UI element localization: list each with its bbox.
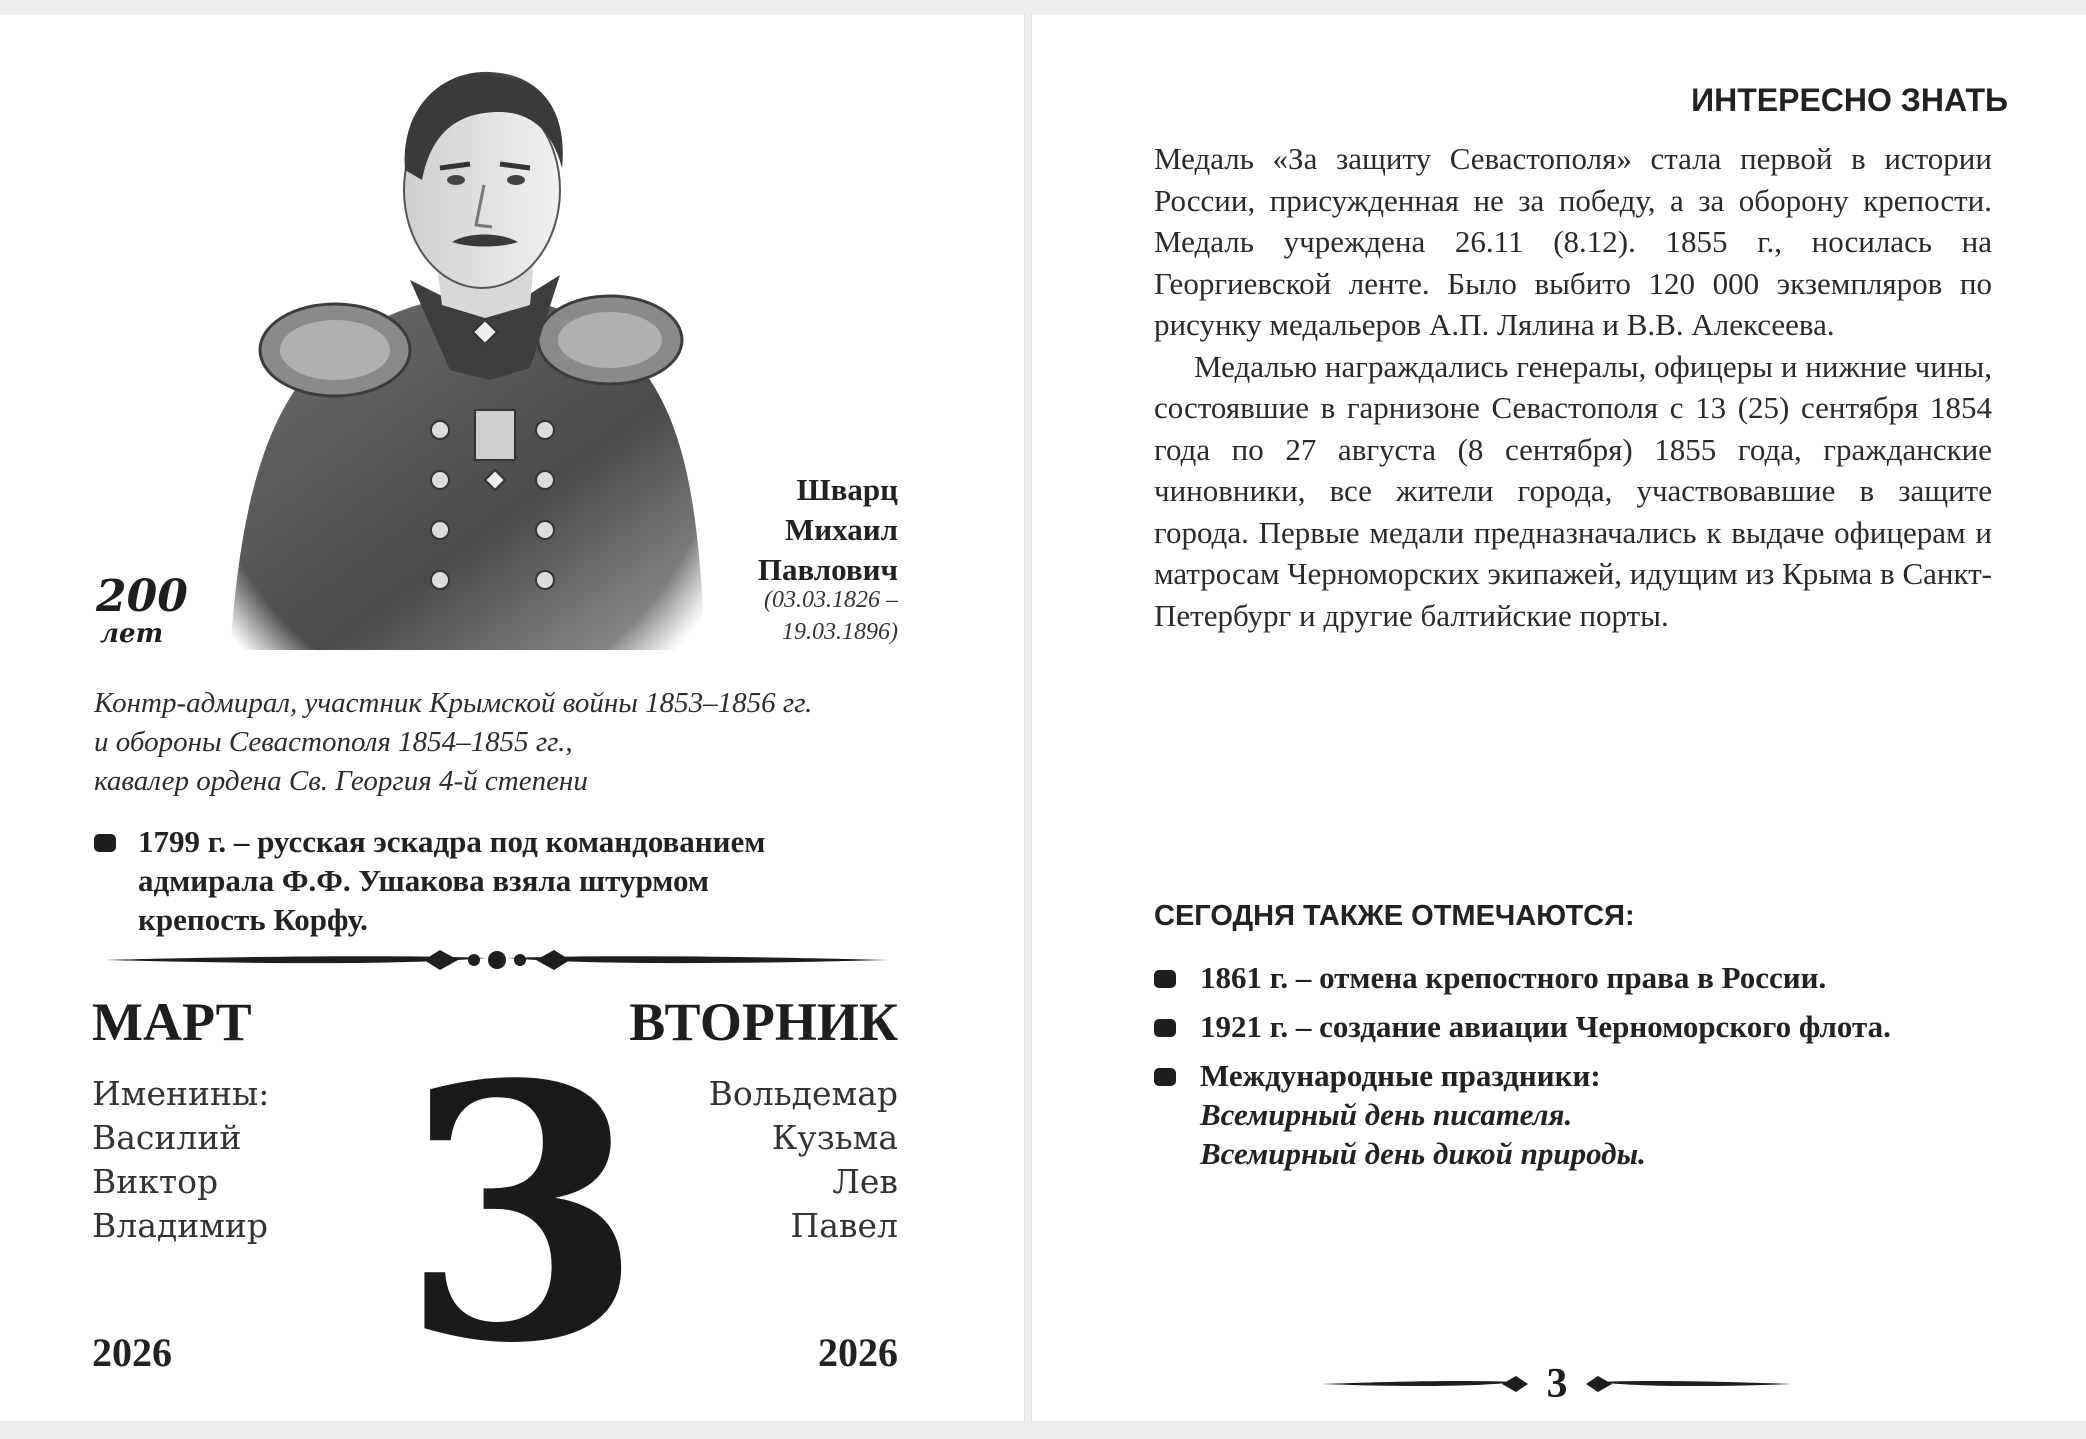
bullet-icon xyxy=(1154,970,1176,988)
name-day-item: Кузьма xyxy=(771,1118,898,1157)
interesting-heading: ИНТЕРЕСНО ЗНАТЬ xyxy=(1691,82,2008,118)
interesting-text xyxy=(1154,138,1992,636)
name-day-item: Владимир xyxy=(92,1206,268,1245)
portrait-image xyxy=(200,50,720,662)
bullet-icon xyxy=(94,834,116,852)
bullet-icon xyxy=(1154,1019,1176,1037)
right-page xyxy=(1032,14,2086,1421)
name-days-left xyxy=(92,1072,392,1248)
name-day-item: Павел xyxy=(790,1206,898,1245)
year-left: 2026 xyxy=(92,1330,172,1375)
person-dates-death: 19.03.1896) xyxy=(782,619,898,645)
today-list xyxy=(1154,958,2034,1183)
person-patronymic: Павлович xyxy=(757,552,898,587)
person-name xyxy=(658,470,898,590)
person-surname: Шварц xyxy=(796,472,898,507)
year-right: 2026 xyxy=(818,1330,898,1375)
anniversary-number: 200 xyxy=(96,571,188,622)
page-number: 3 xyxy=(1546,1361,1568,1407)
bullet-icon xyxy=(1154,1068,1176,1086)
person-first-name: Михаил xyxy=(785,512,898,547)
historical-event xyxy=(94,822,914,939)
day-number: 3 xyxy=(400,1008,644,1420)
holidays-title: Международные праздники: xyxy=(1200,1058,1601,1093)
person-description xyxy=(94,684,914,801)
month-name: МАРТ xyxy=(92,992,252,1052)
person-dates xyxy=(658,584,898,648)
list-item xyxy=(1154,1056,2034,1173)
today-item-holidays xyxy=(1200,1056,1646,1173)
list-item xyxy=(1154,958,2034,997)
description-line: Контр-адмирал, участник Крымской войны 1853–1856 гг. xyxy=(94,687,813,719)
description-line: и обороны Севастополя 1854–1855 гг., xyxy=(94,726,573,758)
person-dates-birth: (03.03.1826 – xyxy=(764,587,898,613)
event-line: адмирала Ф.Ф. Ушакова взяла штурмом xyxy=(138,863,709,898)
holiday-item: Всемирный день дикой природы. xyxy=(1200,1136,1646,1171)
event-line: крепость Корфу. xyxy=(138,902,368,937)
list-item xyxy=(1154,1007,2034,1046)
name-days-label: Именины: xyxy=(92,1074,270,1113)
holiday-item: Всемирный день писателя. xyxy=(1200,1097,1573,1132)
today-item-text: 1861 г. – отмена крепостного права в России. xyxy=(1200,960,1827,995)
today-item-text: 1921 г. – создание авиации Черноморского флота. xyxy=(1200,1009,1891,1044)
name-day-item: Вольдемар xyxy=(708,1074,898,1113)
event-line: 1799 г. – русская эскадра под командованием xyxy=(138,824,766,859)
name-days-right xyxy=(598,1072,898,1248)
name-day-item: Виктор xyxy=(92,1162,219,1201)
today-heading: СЕГОДНЯ ТАКЖЕ ОТМЕЧАЮТСЯ: xyxy=(1154,900,1635,932)
anniversary-word: лет xyxy=(100,619,164,649)
page-number-footer xyxy=(1322,1354,1792,1414)
left-page xyxy=(0,14,1024,1421)
ornament-divider-icon xyxy=(106,942,888,978)
event-text xyxy=(138,822,765,939)
description-line: кавалер ордена Св. Георгия 4-й степени xyxy=(94,765,588,797)
weekday-name: ВТОРНИК xyxy=(629,992,898,1052)
name-day-item: Лев xyxy=(832,1162,898,1201)
name-day-item: Василий xyxy=(92,1118,242,1157)
interesting-paragraph: Медаль «За защиту Севастополя» стала первой в истории России, присужденная не за победу, а за оборону крепости. Медаль учреждена 26.11 (8.12). 1855 г., носилась на Георгиевской ленте. Было выбито 120 000 экземпляров по рисунку медальеров А.П. Лялина и В.В. Алексеева. xyxy=(1154,141,1992,342)
interesting-paragraph: Медалью награждались генералы, офицеры и нижние чины, состоявшие в гарнизоне Севастополя с 13 (25) сентября 1854 года по 27 августа (8 сентября) 1855 года, гражданские чиновники, все жители города, участвовавшие в защите города. Первые медали предназначались к выдаче офицерам и матросам Черноморских экипажей, идущим из Крыма в Санкт-Петербург и другие балтийские порты. xyxy=(1154,348,1992,633)
